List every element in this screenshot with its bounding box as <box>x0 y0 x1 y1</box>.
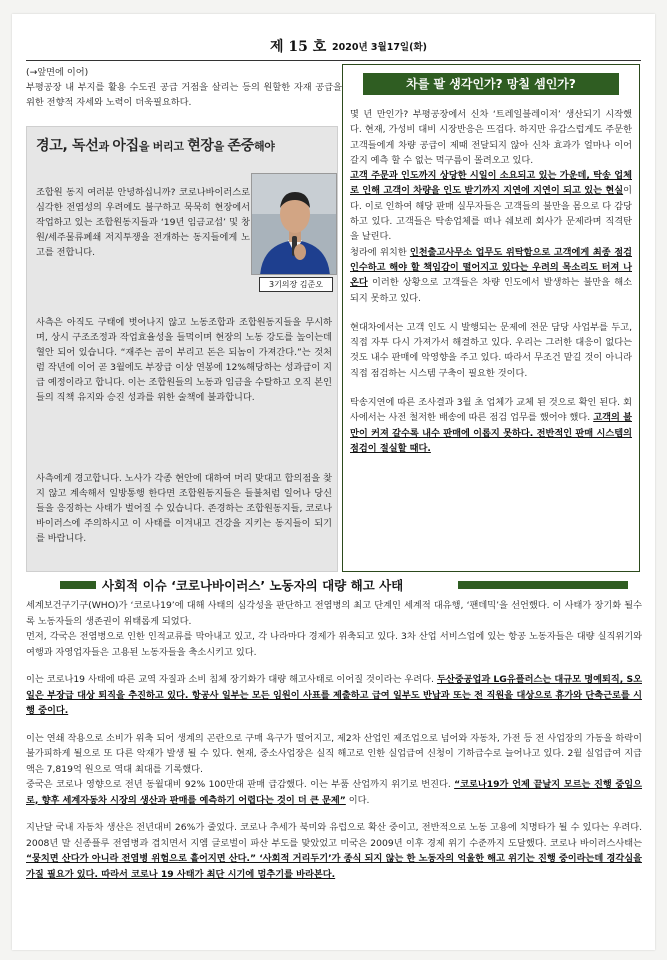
sidebar-paragraph-2: 고객 주문과 인도까지 상당한 시일이 소요되고 있는 가운데, 탁송 업체로 인해 고객이 차량을 인도 받기까지 지연에 지연이 되고 있는 현실이다. 이로 인하여 해당 판매 실무자들은 고객들의 불만을 몸으로 다 감당하고 있다. 고객들은 탁송업체를 떠나 쉐보레 회사가 문제라며 직격탄을 날린다. <box>350 170 632 243</box>
masthead <box>12 14 655 66</box>
author-caption: 3기의장 김준오 <box>259 277 333 292</box>
section-bar-left <box>60 581 96 589</box>
article-paragraph-4: 이는 연쇄 작용으로 소비가 위축 되어 생계의 곤란으로 구매 욕구가 떨어지고, 제2차 산업인 제조업으로 넘어와 자동차, 가전 등 전 사업장의 가동을 하락이 불가피하게 될으로 또 다른 악재가 발생 될 수 있다. 현재, 중소사업장은 실직 해고로 인한 실업급여 신청이 기하급수로 늘어나고 있다. 2월 실업급여 지급액은 7,819억 원으로 역대 최대를 기록했다. <box>26 732 642 775</box>
editorial-title: 경고, 독선과 아집을 버리고 현장을 존중해야 <box>36 138 275 154</box>
article-paragraph-1: 세계보건구기구(WHO)가 ‘코로나19’에 대해 사태의 심각성을 판단하고 전염병의 최고 단계인 세계적 대유행, ‘팬데믹’을 선언했다. 이 사태가 장기화 될수록 노동자들의 생존권이 위태롭게 되었다. <box>26 600 642 627</box>
article-paragraph-5: 중국은 코로나 영향으로 전년 동월대비 92% 100만대 판매 급감했다. 이는 부품 산업까지 위기로 번진다. “코로나19가 언제 끝날지 모르는 진행 중임으로, 향후 세계자동차 시장의 생산과 판매를 예측하기 어렵다는 것이 더 큰 문제” 이다. <box>26 779 643 806</box>
author-photo <box>251 173 337 275</box>
sidebar-paragraph-5: 탁송지연에 따른 조사결과 3월 초 업체가 교체 된 것으로 확인 된다. 회사에서는 사전 철저한 배송에 따른 점검 업무를 했어야 했다. 고객의 불만이 커져 갈수록 내수 판매에 이롭지 못하다. 전반적인 판매 시스템의 점검이 절실할 때다. <box>350 397 632 454</box>
article-paragraph-3: 이는 코로나19 사태에 따른 교역 자질과 소비 침체 장기화가 대량 해고사태로 이어질 것이라는 우려다. 두산중공업과 LG유플러스는 대규모 명예퇴직, S오일은 부장급 대상 퇴직을 추진하고 있다. 항공사 일부는 모든 임원이 사표를 제출하고 급여 일부도 반납과 또는 전 직원을 대상으로 휴가와 단축근로를 시행 중이다. <box>26 674 642 716</box>
issue-number: 제 15 호 <box>270 39 327 55</box>
editorial-paragraph-3: 사측에게 경고합니다. 노사가 각종 현안에 대하여 머리 맞대고 합의점을 찾지 않고 계속해서 일방통행 한다면 조합원동지들은 들불처럼 일어나 당신들을 응징하는 사태가 벌어질 수 있습니다. 존경하는 조합원동지들, 코로나 바이러스에 주의하시고 이 사태를 이겨내고 건강을 지키는 동지들이 되기를 바랍니다. <box>36 473 332 544</box>
article-paragraph-6: 지난달 국내 자동차 생산은 전년대비 26%가 줄었다. 코로나 추세가 북미와 유럽으로 확산 중이고, 전반적으로 노동 고용에 치명타가 될 수 있다는 우려다. 2008년 말 신종플루 전염병과 겹치면서 지엠 글로벌이 파산 부도를 맞았었고 미국은 2009년 이후 경제 위기 수준까지 도달했다. 코로나 바이러스사태는 “뭉치면 산다가 아니라 전염병 위험으로 흩어지면 산다.” ‘사회적 거리두기’가 종식 되지 않는 한 노동자의 억울한 해고 위기는 진행 중이라는데 경각심을 가질 필요가 있다. 따라서 코로나 19 사태가 최단 시기에 멈추기를 바라본다. <box>26 822 642 880</box>
editorial-greeting: 조합원 동지 여러분 안녕하십니까? 코로나바이러스로 심각한 전염성의 우려에도 불구하고 묵묵히 현장에서 작업하고 있는 조합원동지들과 ‘19년 임금교섭’ 및 창원/세주물류폐쇄 저지투쟁을 전개하는 동지들에게 노고를 전합니다. <box>36 187 250 258</box>
section-bar-right <box>458 581 628 589</box>
editorial-paragraph-2: 사측은 아직도 구태에 벗어나지 않고 노동조합과 조합원동지들을 무시하며, 상시 구조조정과 작업효율성을 들먹이며 현장의 노동 강도를 높이는데 혈안 되어 있습니다. “재주는 곰이 부리고 돈은 되놈이 가져간다.”는 것처럼 작년에 이어 곧 3월에도 부장급 이상 연봉에 12%해당하는 성과급이 지급 예정이라고 합니다. 이는 조합원들의 노동과 임금을 수탈하고 오직 본인들의 직책 유지와 승진 성과를 위한 술책에 불과합니다. <box>36 317 332 403</box>
sidebar-title: 차를 팔 생각인가? 망칠 셈인가? <box>363 73 619 95</box>
section-title: 사회적 이슈 ‘코로나바이러스’ 노동자의 대량 해고 사태 <box>102 578 404 593</box>
sidebar-body <box>350 107 632 456</box>
article-paragraph-2: 먼저, 각국은 전염병으로 인한 인적교류를 막아내고 있고, 각 나라마다 경제가 위축되고 있다. 3차 산업 서비스업에 있는 항공 노동자들은 대량 실직위기와 여행과 자영업자들은 고용된 노동자들을 축소시키고 있다. <box>26 631 642 658</box>
author-photo-block <box>251 173 337 295</box>
sidebar-paragraph-1: 몇 년 만인가? 부평공장에서 신차 ‘트레일블레이저’ 생산되기 시작했다. 현재, 가성비 대비 시장반응은 뜨겁다. 하지만 유감스럽게도 주문한 고객들에게 차량 공급이 제때 전달되지 않아 신차 효과가 얼마나 이어 갈지 예측 할 수 없는 먹구름이 몰려오고 있다. <box>350 109 632 166</box>
section-heading <box>60 574 628 596</box>
sidebar-paragraph-3: 청라에 위치한 인천출고사무소 업무도 위탁함으로 고객에게 최종 점검 인수하고 해야 할 책임감이 떨어지고 있다는 우려의 목소리도 터져 나온다 이러한 상황으로 고객들은 차량 인도에서 발생하는 불만을 해소 되지 못하고 있다. <box>350 246 632 304</box>
editorial-box <box>26 126 338 572</box>
continued-text <box>26 65 342 110</box>
newsletter-page <box>12 14 655 950</box>
continued-paragraph: 부평공장 내 부지를 활용 수도권 공급 거점을 살리는 등의 원할한 자재 공급을 위한 전향적 자세와 노력이 더욱필요하다. <box>26 82 342 108</box>
sidebar-column <box>342 64 640 572</box>
sidebar-paragraph-4: 현대차에서는 고객 인도 시 발행되는 문제에 전문 담당 사업부를 두고, 직접 자투 다시 가져가서 해결하고 있다. 우리는 그러한 대응이 없다는 것도 내수 판매에 악영향을 주고 있다. 따라서 무조건 맡길 것이 아니라 직접 점검하는 시스템 구축이 필요한 것이다. <box>350 321 632 379</box>
main-article <box>26 598 642 882</box>
continued-marker: (→앞면에 이어) <box>26 67 89 78</box>
person-portrait-icon <box>252 174 337 275</box>
header-divider <box>26 60 641 61</box>
issue-date: 2020년 3월17일(화) <box>332 42 427 53</box>
